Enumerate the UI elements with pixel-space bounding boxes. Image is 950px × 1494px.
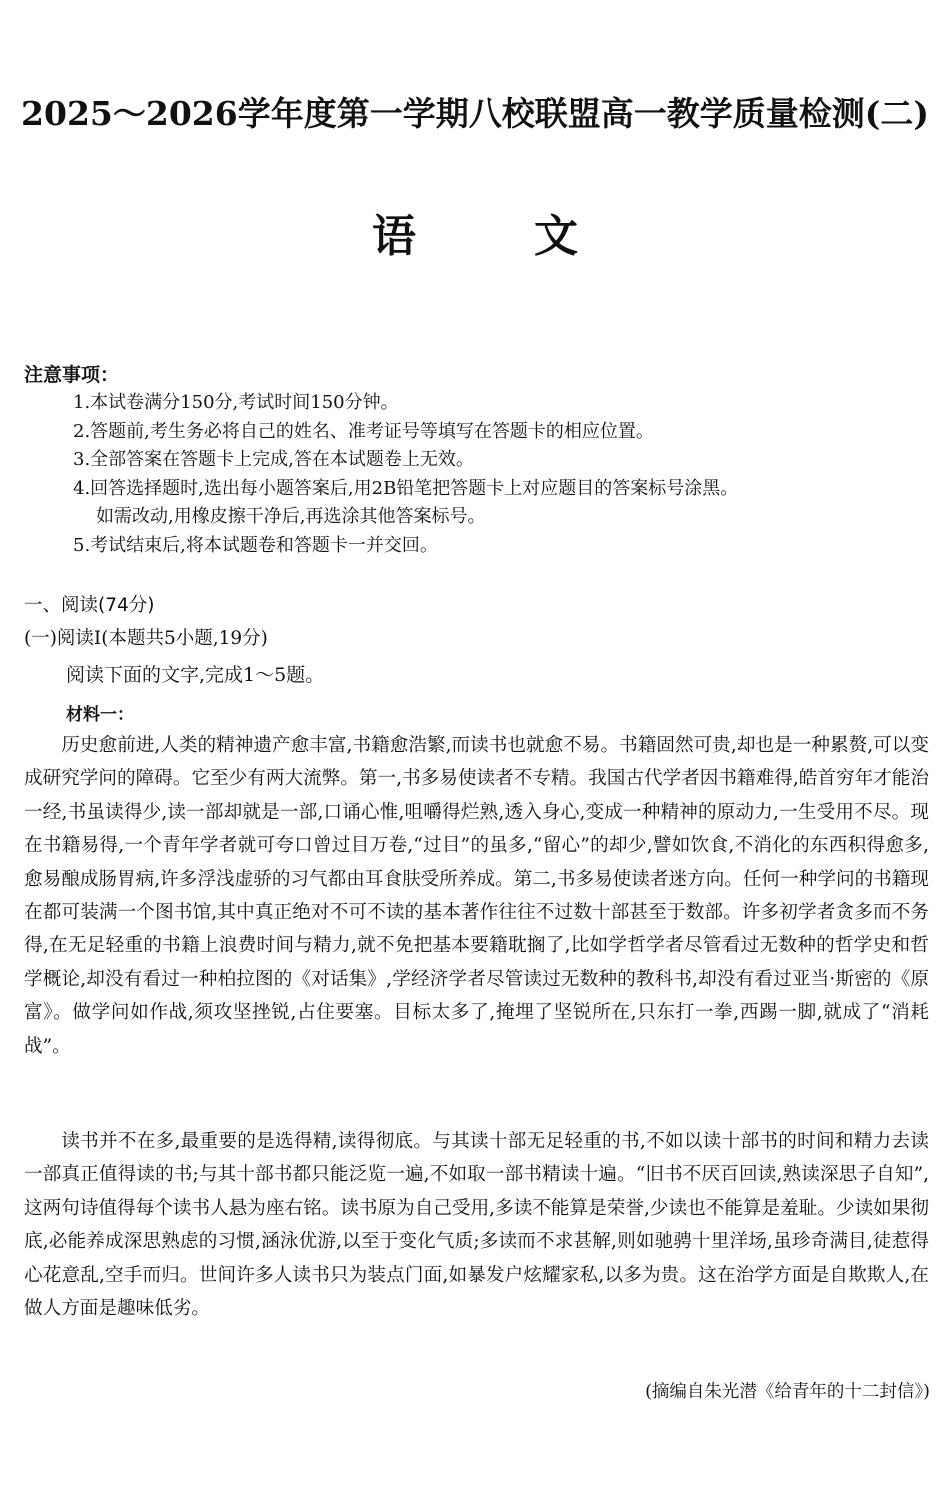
notice-item: 4.回答选择题时,选出每小题答案后,用2B铅笔把答题卡上对应题目的答案标号涂黑。 <box>73 477 739 499</box>
notice-list <box>73 389 933 560</box>
material-label: 材料一： <box>66 705 134 725</box>
notice-item: 1.本试卷满分150分,考试时间150分钟。 <box>73 392 399 413</box>
subject-char-1: 语 <box>372 211 416 262</box>
notice-item: 2.答题前,考生务必将自己的姓名、准考证号等填写在答题卡的相应位置。 <box>73 420 654 442</box>
section-heading: 一、阅读(74分) <box>24 595 155 616</box>
passage-paragraph-2: 读书并不在多,最重要的是选得精,读得彻底。与其读十部无足轻重的书,不如以读十部书的时间和精力去读一部真正值得读的书;与其十部书都只能泛览一遍,不如取一部书精读十遍。“旧书不厌百回读,熟读深思子自知”,这两句诗值得每个读书人悬为座右铭。读书原为自己受用,多读不能算是荣誉,少读也不能算是羞耻。少读如果彻底,必能养成深思熟虑的习惯,涵泳优游,以至于变化气质;多读而不求甚解,则如驰骋十里洋场,虽珍奇满目,徒惹得心花意乱,空手而归。世间许多人读书只为装点门面,如暴发户炫耀家私,以多为贵。这在治学方面是自欺欺人,在做人方面是趣味低劣。 <box>24 1131 929 1320</box>
subject-char-2: 文 <box>534 211 578 262</box>
subsection-heading: (一)阅读Ⅰ(本题共5小题,19分) <box>24 628 268 649</box>
notice-item: 3.全部答案在答题卡上完成,答在本试题卷上无效。 <box>73 449 474 470</box>
subject-title <box>0 200 950 264</box>
passage-paragraph-1: 历史愈前进,人类的精神遗产愈丰富,书籍愈浩繁,而读书也就愈不易。书籍固然可贵,却也是一种累赘,可以变成研究学问的障碍。它至少有两大流弊。第一,书多易使读者不专精。我国古代学者因书籍难得,皓首穷年才能治一经,书虽读得少,读一部却就是一部,口诵心惟,咀嚼得烂熟,透入身心,变成一种精神的原动力,一生受用不尽。现在书籍易得,一个青年学者就可夸口曾过目万卷,“过目”的虽多,“留心”的却少,譬如饮食,不消化的东西积得愈多,愈易酿成肠胃病,许多浮浅虚骄的习气都由耳食肤受所养成。第二,书多易使读者迷方向。任何一种学问的书籍现在都可装满一个图书馆,其中真正绝对不可不读的基本著作往往不过数十部甚至于数部。许多初学者贪多而不务得,在无足轻重的书籍上浪费时间与精力,就不免把基本要籍耽搁了,比如学哲学者尽管看过无数种的哲学史和哲学概论,却没有看过一种柏拉图的《对话集》,学经济学者尽管读过无数种的教科书,却没有看过亚当·斯密的《原富》。做学问如作战,须攻坚挫锐,占住要塞。目标太多了,掩埋了坚锐所在,只东打一拳,西踢一脚,就成了“消耗战”。 <box>24 735 929 1057</box>
passage-source: (摘编自朱光潜《给青年的十二封信》) <box>645 1382 930 1402</box>
notice-item-continued: 如需改动,用橡皮擦干净后,再选涂其他答案标号。 <box>96 506 486 527</box>
reading-instruction: 阅读下面的文字,完成1～5题。 <box>66 664 325 686</box>
notice-heading: 注意事项： <box>24 364 120 386</box>
exam-title: 2025～2026学年度第一学期八校联盟高一教学质量检测(二) <box>21 94 929 133</box>
notice-item: 5.考试结束后,将本试题卷和答题卡一并交回。 <box>73 534 438 556</box>
